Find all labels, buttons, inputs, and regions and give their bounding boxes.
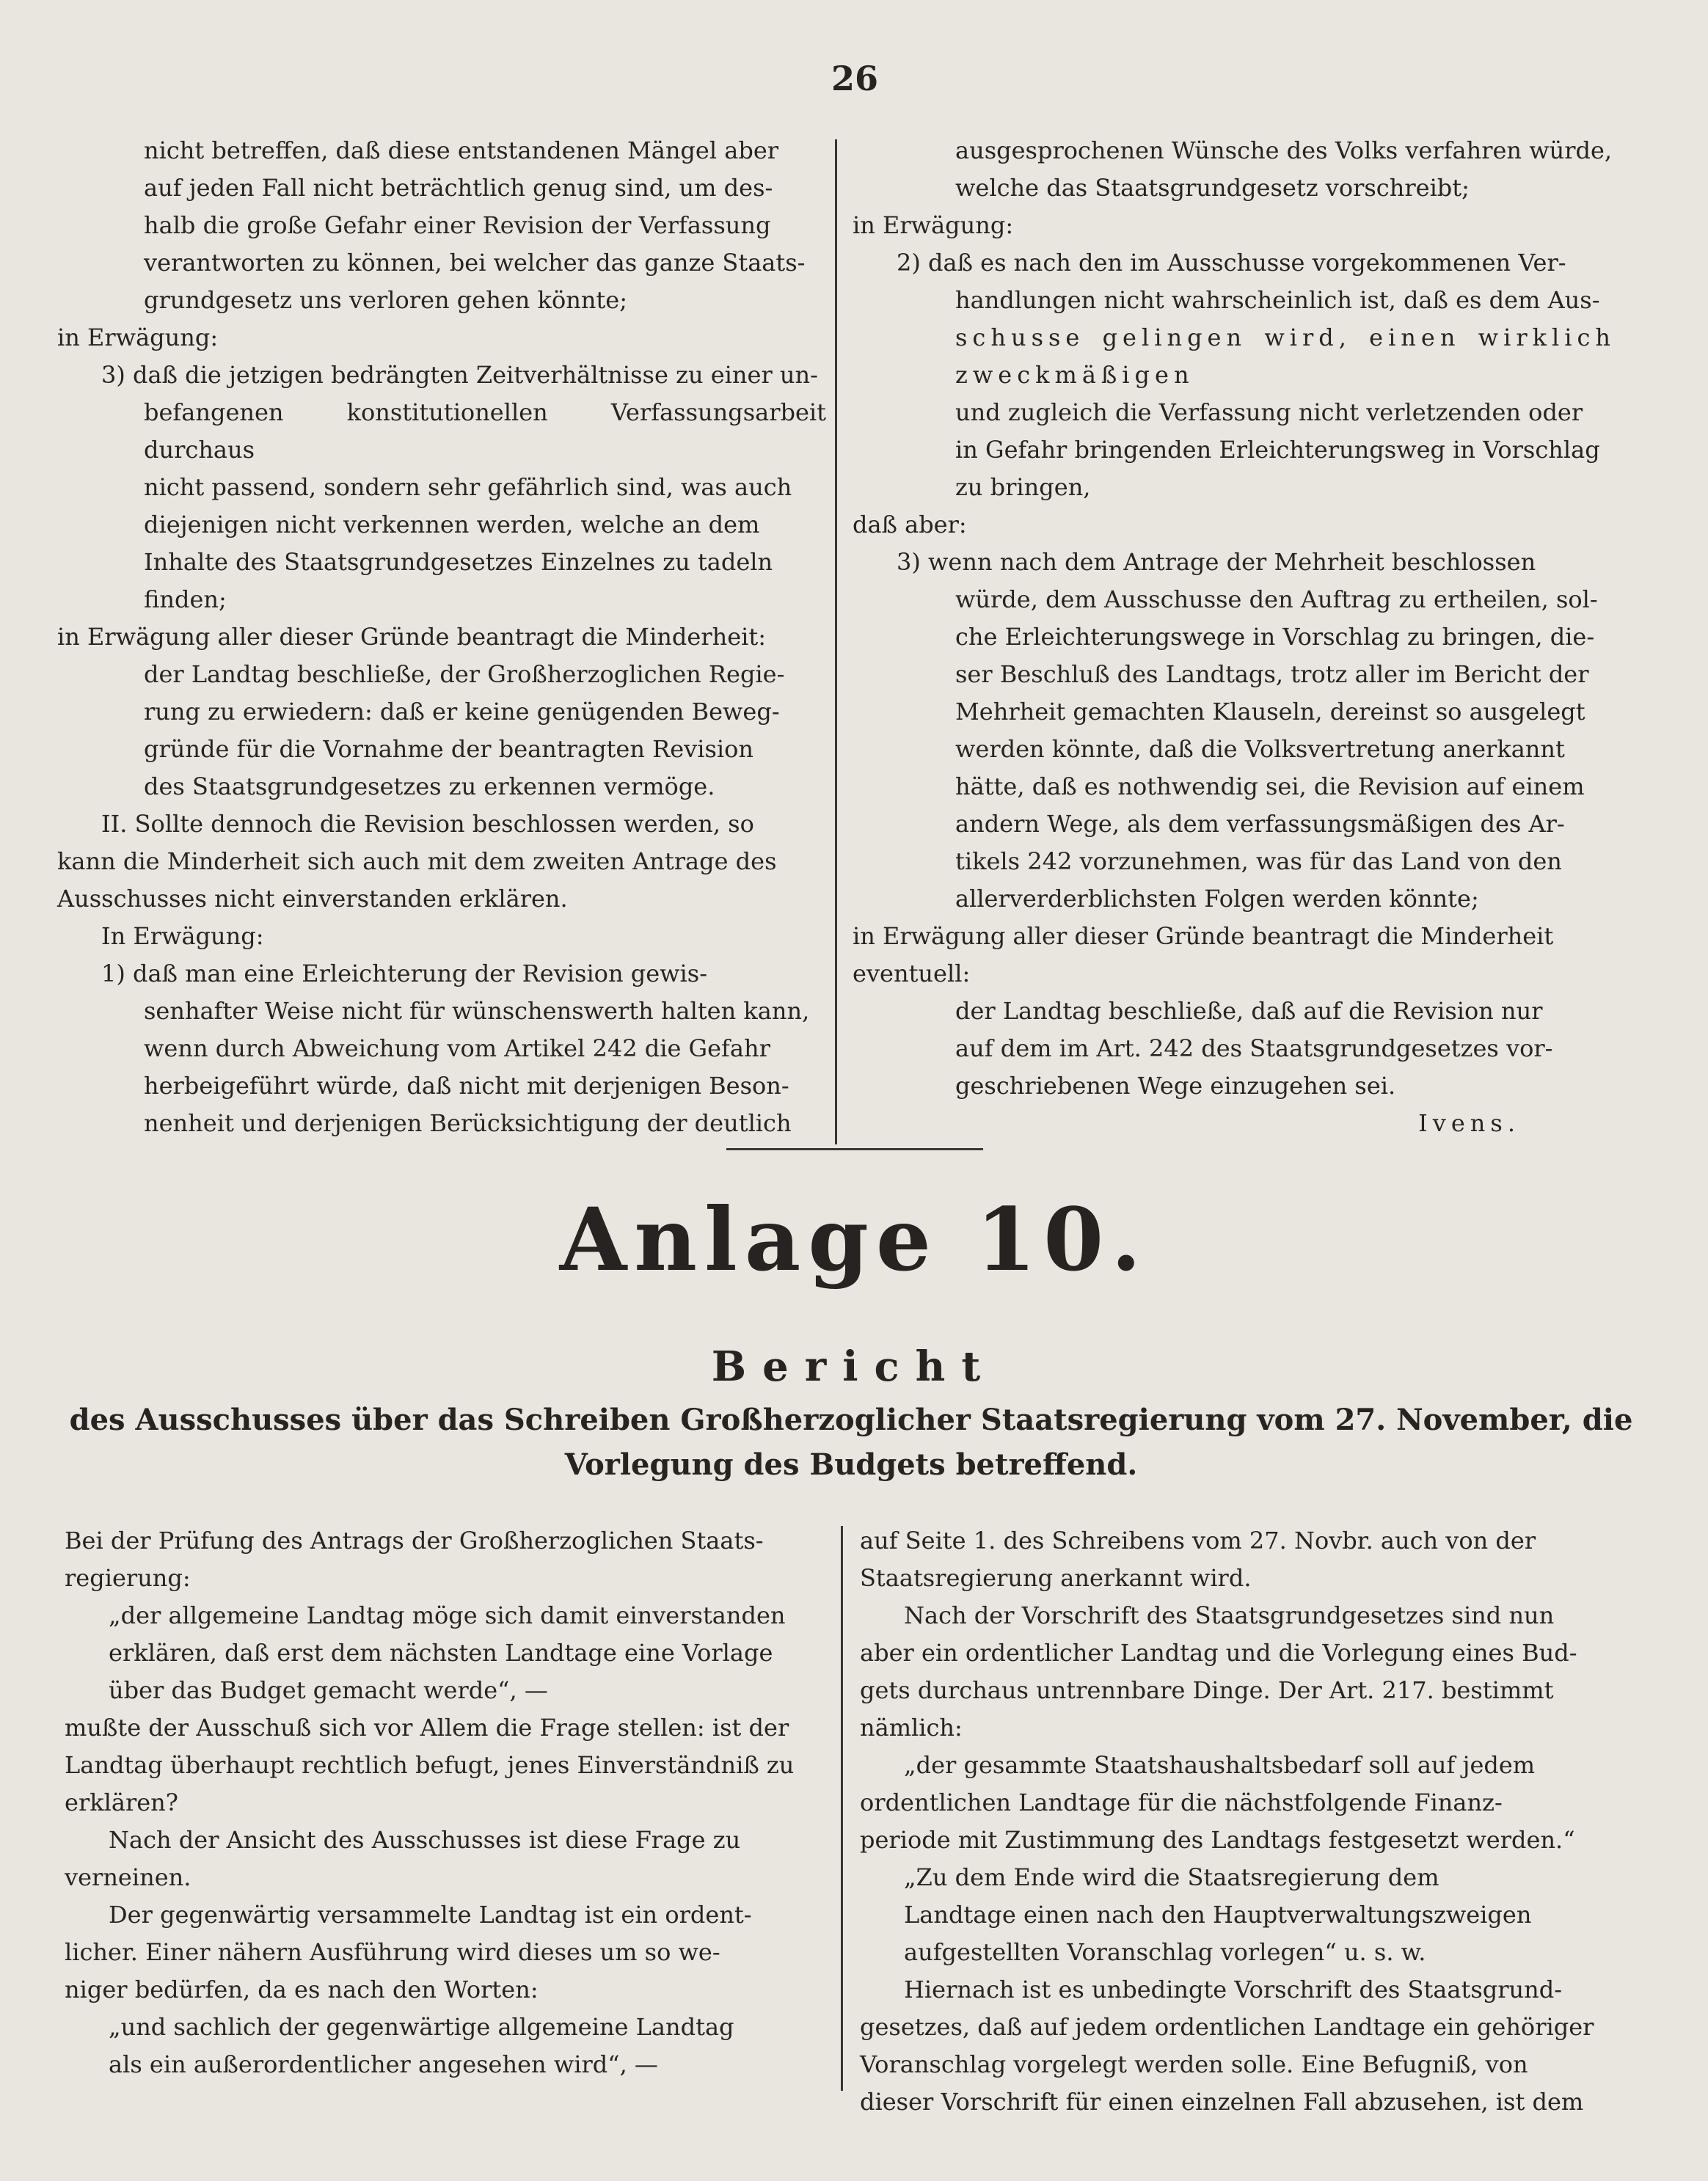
text-line: Nach der Vorschrift des Staatsgrundgesetzes sind nun [904,1601,1555,1629]
text-line: als ein außerordentlicher angesehen wird“, — [109,2050,658,2078]
text-line: 3) wenn nach dem Antrage der Mehrheit beschlossen [897,548,1536,576]
text-line: hätte, daß es nothwendig sei, die Revision auf einem [955,772,1585,800]
text-line: Landtag überhaupt rechtlich befugt, jenes Einverständniß zu [65,1751,795,1779]
text-line: licher. Einer nähern Ausführung wird dieses um so we- [65,1938,720,1966]
text-line: auf Seite 1. des Schreibens vom 27. Novbr. auch von der [860,1527,1536,1555]
text-line: über das Budget gemacht werde“, — [109,1676,548,1704]
text-line: diejenigen nicht verkennen werden, welche an dem [144,511,760,538]
text-line: und zugleich die Verfassung nicht verletzenden oder [955,398,1583,426]
text-line: II. Sollte dennoch die Revision beschlossen werden, so [101,810,754,838]
text-line: gründe für die Vornahme der beantragten Revision [144,735,753,763]
text-line: erklären? [65,1789,178,1816]
text-line: ordentlichen Landtage für die nächstfolgende Finanz- [860,1789,1503,1816]
text-line: dieser Vorschrift für einen einzelnen Fall abzusehen, ist dem [860,2088,1584,2116]
text-line: auf dem im Art. 242 des Staatsgrundgesetzes vor- [955,1034,1553,1062]
report-title: Bericht [711,1342,997,1391]
text-line: finden; [144,585,227,613]
text-line: befangenen konstitutionellen Verfassungsarbeit durchaus [144,398,826,464]
section-divider [726,1148,983,1150]
text-line: che Erleichterungswege in Vorschlag zu bringen, die- [955,623,1595,651]
text-line: mußte der Ausschuß sich vor Allem die Frage stellen: ist der [65,1714,789,1742]
text-line: wenn durch Abweichung vom Artikel 242 die Gefahr [144,1034,770,1062]
text-line: Voranschlag vorgelegt werden solle. Eine Befugniß, von [860,2050,1528,2078]
text-line: periode mit Zustimmung des Landtags festgesetzt werden.“ [860,1826,1575,1854]
text-line: 3) daß die jetzigen bedrängten Zeitverhältnisse zu einer un- [101,361,818,389]
text-line: zu bringen, [955,473,1091,501]
text-line: nicht passend, sondern sehr gefährlich sind, was auch [144,473,792,501]
text-line: Nach der Ansicht des Ausschusses ist diese Frage zu [109,1826,741,1854]
text-line: tikels 242 vorzunehmen, was für das Land von den [955,847,1562,875]
text-line: schusse gelingen wird, einen wirklich zweckmäßigen [955,324,1616,389]
text-line: des Staatsgrundgesetzes zu erkennen vermöge. [144,772,715,800]
text-line: in Erwägung: [57,324,219,351]
bottom-right-column [860,1522,1616,2121]
text-line: 2) daß es nach den im Ausschusse vorgekommenen Ver- [897,249,1566,277]
appendix-title: Anlage 10. [559,1188,1149,1290]
top-left-column [57,132,826,1142]
column-divider [841,1526,843,2091]
text-line: Der gegenwärtig versammelte Landtag ist ein ordent- [109,1901,752,1929]
text-line: erklären, daß erst dem nächsten Landtage eine Vorlage [109,1639,773,1667]
text-line: nenheit und derjenigen Berücksichtigung der deutlich [144,1109,792,1137]
text-line: ausgesprochenen Wünsche des Volks verfahren würde, [955,136,1613,164]
text-line: welche das Staatsgrundgesetz vorschreibt; [955,174,1470,202]
text-line: daß aber: [853,511,967,538]
text-line: nämlich: [860,1714,963,1742]
text-line: „der allgemeine Landtag möge sich damit einverstanden [109,1601,786,1629]
text-line: senhafter Weise nicht für wünschenswerth halten kann, [144,997,810,1025]
text-line: ser Beschluß des Landtags, trotz aller im Bericht der [955,660,1589,688]
text-line: aufgestellten Voranschlag vorlegen“ u. s. w. [904,1938,1426,1966]
text-line: aber ein ordentlicher Landtag und die Vorlegung eines Bud- [860,1639,1577,1667]
text-line: gets durchaus untrennbare Dinge. Der Art. 217. bestimmt [860,1676,1554,1704]
text-line: herbeigeführt würde, daß nicht mit derjenigen Beson- [144,1072,789,1100]
report-subtitle [59,1398,1643,1487]
text-line: rung zu erwiedern: daß er keine genügenden Beweg- [144,698,780,726]
text-line: allerverderblichsten Folgen werden könnte; [955,885,1479,913]
text-line: „der gesammte Staatshaushaltsbedarf soll auf jedem [904,1751,1536,1779]
text-line: Landtage einen nach den Hauptverwaltungszweigen [904,1901,1532,1929]
text-line: verneinen. [65,1863,191,1891]
text-line: „und sachlich der gegenwärtige allgemeine Landtag [109,2013,734,2041]
top-right-column [853,132,1616,1142]
text-line: in Erwägung aller dieser Gründe beantragt die Minderheit: [57,623,767,651]
text-line: Staatsregierung anerkannt wird. [860,1564,1252,1592]
text-line: andern Wege, als dem verfassungsmäßigen des Ar- [955,810,1565,838]
text-line: Mehrheit gemachten Klauseln, dereinst so ausgelegt [955,698,1585,726]
text-line: Hiernach ist es unbedingte Vorschrift des Staatsgrund- [904,1976,1563,2003]
signature-name: Ivens. [1418,1109,1520,1137]
text-line: der Landtag beschließe, daß auf die Revision nur [955,997,1543,1025]
page-number: 26 [831,59,878,98]
text-line: eventuell: [853,960,971,987]
column-divider [835,139,837,1144]
text-line: auf jeden Fall nicht beträchtlich genug sind, um des- [144,174,773,202]
text-line: halb die große Gefahr einer Revision der Verfassung [144,211,771,239]
subtitle-line: des Ausschusses über das Schreiben Großherzoglicher Staatsregierung vom 27. November, die [69,1403,1633,1437]
bottom-left-column [65,1522,825,2083]
text-line: Inhalte des Staatsgrundgesetzes Einzelnes zu tadeln [144,548,773,576]
text-line: Bei der Prüfung des Antrags der Großherzoglichen Staats- [65,1527,764,1555]
text-line: kann die Minderheit sich auch mit dem zweiten Antrage des [57,847,777,875]
text-line: regierung: [65,1564,191,1592]
text-line: gesetzes, daß auf jedem ordentlichen Landtage ein gehöriger [860,2013,1594,2041]
text-line: werden könnte, daß die Volksvertretung anerkannt [955,735,1565,763]
text-line: 1) daß man eine Erleichterung der Revision gewis- [101,960,707,987]
text-line: handlungen nicht wahrscheinlich ist, daß es dem Aus- [955,286,1600,314]
text-line: In Erwägung: [101,922,264,950]
text-line: geschriebenen Wege einzugehen sei. [955,1072,1396,1100]
text-line: verantworten zu können, bei welcher das ganze Staats- [144,249,806,277]
text-line: „Zu dem Ende wird die Staatsregierung dem [904,1863,1439,1891]
text-line: in Erwägung aller dieser Gründe beantragt die Minderheit [853,922,1554,950]
text-line: niger bedürfen, da es nach den Worten: [65,1976,539,2003]
text-line: in Gefahr bringenden Erleichterungsweg in Vorschlag [955,436,1600,464]
text-line: der Landtag beschließe, der Großherzoglichen Regie- [144,660,785,688]
text-line: nicht betreffen, daß diese entstandenen Mängel aber [144,136,779,164]
text-line: Ausschusses nicht einverstanden erklären. [57,885,568,913]
text-line: in Erwägung: [853,211,1014,239]
subtitle-line: Vorlegung des Budgets betreffend. [564,1447,1138,1482]
text-line: grundgesetz uns verloren gehen könnte; [144,286,627,314]
text-line: würde, dem Ausschusse den Auftrag zu ertheilen, sol- [955,585,1598,613]
